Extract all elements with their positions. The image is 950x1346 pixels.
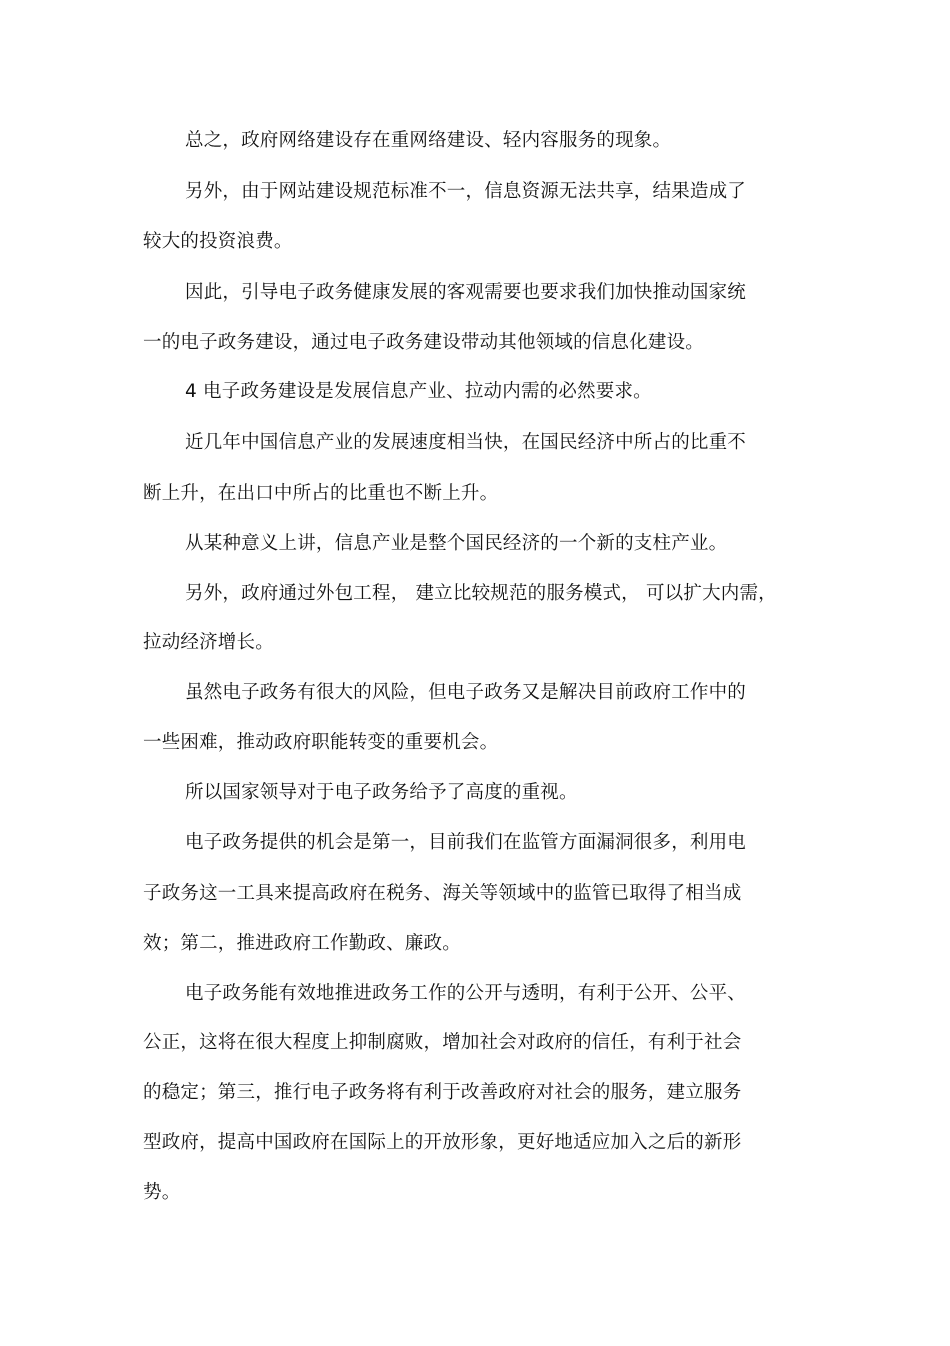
text-line: 电子政务能有效地推进政务工作的公开与透明，有利于公开、公平、 bbox=[185, 983, 747, 1004]
text-line: 拉动经济增长。 bbox=[143, 632, 274, 653]
text-line: 型政府，提高中国政府在国际上的开放形象，更好地适应加入之后的新形 bbox=[143, 1132, 742, 1153]
text-line: 另外，政府通过外包工程， 建立比较规范的服务模式， 可以扩大内需， bbox=[185, 583, 777, 604]
text-line: 较大的投资浪费。 bbox=[143, 231, 293, 252]
text-line: 势。 bbox=[143, 1182, 181, 1203]
text-line: 从某种意义上讲，信息产业是整个国民经济的一个新的支柱产业。 bbox=[185, 533, 728, 554]
text-line: 一的电子政务建设，通过电子政务建设带动其他领域的信息化建设。 bbox=[143, 332, 705, 353]
text-line: 因此，引导电子政务健康发展的客观需要也要求我们加快推动国家统 bbox=[185, 282, 747, 303]
text-line: 电子政务提供的机会是第一，目前我们在监管方面漏洞很多，利用电 bbox=[185, 832, 747, 853]
text-line: 一些困难，推动政府职能转变的重要机会。 bbox=[143, 732, 499, 753]
text-line: 的稳定；第三，推行电子政务将有利于改善政府对社会的服务，建立服务 bbox=[143, 1082, 742, 1103]
text-line: 子政务这一工具来提高政府在税务、海关等领域中的监管已取得了相当成 bbox=[143, 883, 742, 904]
text-line: 另外，由于网站建设规范标准不一，信息资源无法共享，结果造成了 bbox=[185, 181, 747, 202]
text-line: 公正，这将在很大程度上抑制腐败，增加社会对政府的信任，有利于社会 bbox=[143, 1032, 742, 1053]
text-line: 虽然电子政务有很大的风险，但电子政务又是解决目前政府工作中的 bbox=[185, 682, 747, 703]
text-line: 4 电子政务建设是发展信息产业、拉动内需的必然要求。 bbox=[185, 381, 652, 402]
text-line: 效；第二，推进政府工作勤政、廉政。 bbox=[143, 933, 461, 954]
text-line: 总之，政府网络建设存在重网络建设、轻内容服务的现象。 bbox=[185, 130, 672, 151]
text-line: 断上升，在出口中所占的比重也不断上升。 bbox=[143, 483, 499, 504]
text-line: 近几年中国信息产业的发展速度相当快，在国民经济中所占的比重不 bbox=[185, 432, 747, 453]
text-line: 所以国家领导对于电子政务给予了高度的重视。 bbox=[185, 782, 578, 803]
